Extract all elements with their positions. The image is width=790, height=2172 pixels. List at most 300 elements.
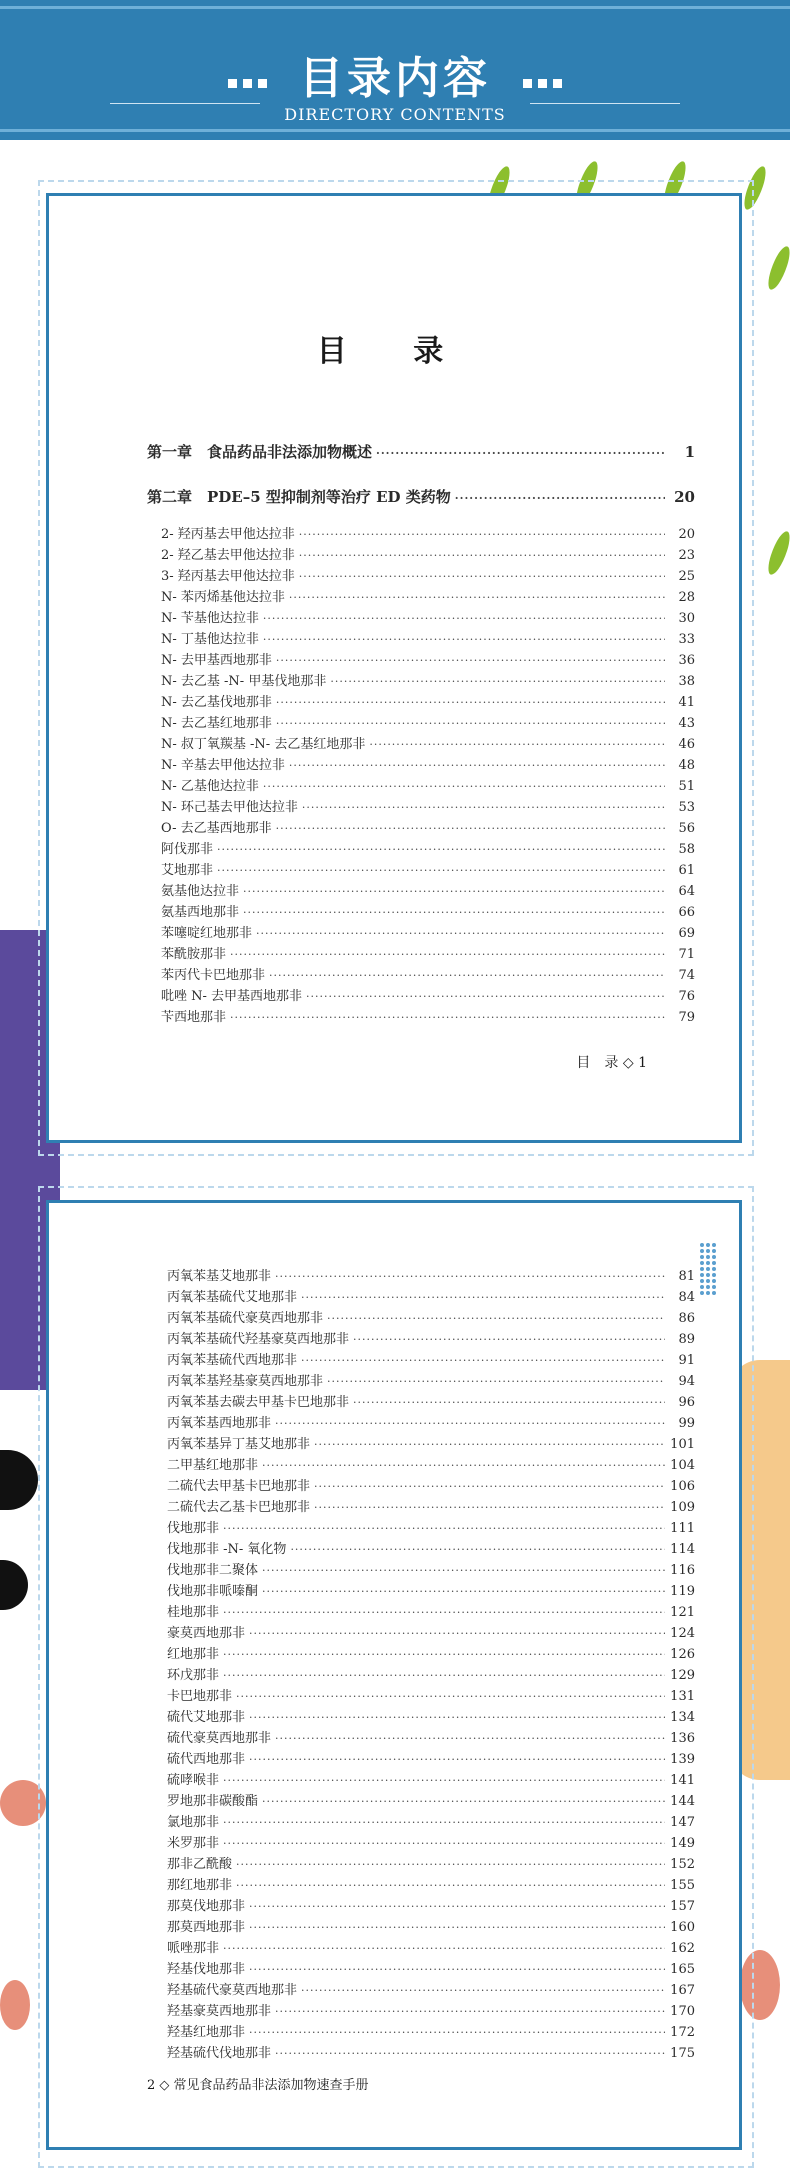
dot-leader — [276, 717, 665, 730]
dot-leader — [301, 1291, 665, 1304]
toc-heading: 目 录 — [316, 334, 472, 369]
dot-leader — [275, 1417, 665, 1430]
dot-leader — [327, 1375, 665, 1388]
banner-title: 目录内容 — [299, 53, 491, 104]
dot-leader — [263, 780, 665, 793]
toc-entry-title: 二硫代去甲基卡巴地那非 — [167, 1479, 311, 1494]
toc-entry-page: 165 — [670, 1962, 695, 1977]
toc-entry — [167, 1790, 695, 1810]
dot-leader — [289, 759, 665, 772]
dot-leader — [262, 1795, 665, 1808]
toc-entry-title: 2- 羟乙基去甲他达拉非 — [161, 548, 295, 563]
toc-entry-title: 丙氧苯基硫代西地那非 — [167, 1353, 298, 1368]
dot-leader — [314, 1501, 665, 1514]
dot-leader — [223, 1648, 665, 1661]
dot-leader — [249, 1711, 665, 1724]
toc-entry — [161, 586, 695, 606]
toc-entry — [167, 1454, 695, 1474]
toc-entry-title: 羟基硫代豪莫西地那非 — [167, 1983, 298, 1998]
dot-leader — [275, 1270, 665, 1283]
toc-entry-title: N- 去甲基西地那非 — [161, 653, 272, 668]
dot-leader — [290, 1543, 665, 1556]
toc-entry — [161, 1006, 695, 1026]
dot-decoration-icon — [706, 1267, 710, 1271]
dot-leader — [299, 549, 665, 562]
header-banner — [0, 0, 790, 140]
toc-entry — [167, 1412, 695, 1432]
dot-leader — [249, 1900, 665, 1913]
dot-leader — [230, 948, 665, 961]
toc-entry-page: 48 — [678, 758, 695, 773]
dot-leader — [302, 801, 665, 814]
toc-entry-title: N- 苯丙烯基他达拉非 — [161, 590, 285, 605]
toc-entry-page: 28 — [678, 590, 695, 605]
banner-rule-right — [530, 103, 680, 104]
toc-entry-title: 丙氧苯基异丁基艾地那非 — [167, 1437, 311, 1452]
dot-leader — [275, 1732, 665, 1745]
toc-entry-title: 米罗那非 — [167, 1836, 220, 1851]
toc-entry-title: 二硫代去乙基卡巴地那非 — [167, 1500, 311, 1515]
toc-entry-title: 伐地那非 — [167, 1521, 220, 1536]
toc-entry — [167, 1307, 695, 1327]
toc-entry-page: 46 — [678, 737, 695, 752]
toc-entry — [167, 1706, 695, 1726]
toc-entry-page: 69 — [678, 926, 695, 941]
toc-entry — [161, 880, 695, 900]
toc-entry-title: 羟基红地那非 — [167, 2025, 246, 2040]
toc-entry — [167, 2042, 695, 2062]
toc-entry-page: 134 — [670, 1710, 695, 1725]
toc-entry — [167, 1727, 695, 1747]
toc-entry — [161, 901, 695, 921]
toc-entry-title: N- 去乙基红地那非 — [161, 716, 272, 731]
toc-entry — [161, 523, 695, 543]
toc-entry — [167, 1370, 695, 1390]
dot-decoration-icon — [712, 1291, 716, 1295]
toc-entry-title: 阿伐那非 — [161, 842, 214, 857]
toc-entry-title: 那莫西地那非 — [167, 1920, 246, 1935]
toc-entry-page: 89 — [678, 1332, 695, 1347]
dots-left-icon — [225, 56, 270, 107]
toc-entry-page: 43 — [678, 716, 695, 731]
toc-entry-title: 那红地那非 — [167, 1878, 233, 1893]
toc-entry-title: 伐地那非二聚体 — [167, 1563, 259, 1578]
dot-leader — [236, 1858, 665, 1871]
toc-entry-title: 丙氧苯基硫代羟基豪莫西地那非 — [167, 1332, 350, 1347]
dot-leader — [353, 1333, 665, 1346]
toc-entry-title: 丙氧苯基西地那非 — [167, 1416, 272, 1431]
toc-entry-page: 121 — [670, 1605, 695, 1620]
dots-right-icon — [520, 56, 565, 107]
dot-decoration-icon — [700, 1285, 704, 1289]
toc-entry-title: 苯丙代卡巴地那非 — [161, 968, 266, 983]
chapter-page: 1 — [684, 443, 695, 461]
toc-entry-page: 33 — [678, 632, 695, 647]
dot-leader — [276, 696, 665, 709]
toc-entry — [161, 796, 695, 816]
toc-entry-page: 152 — [670, 1857, 695, 1872]
toc-entry-title: O- 去乙基西地那非 — [161, 821, 272, 836]
toc-entry — [167, 1916, 695, 1936]
toc-entry — [161, 733, 695, 753]
dot-decoration-icon — [706, 1273, 710, 1277]
toc-entry-page: 109 — [670, 1500, 695, 1515]
dot-decoration-icon — [706, 1249, 710, 1253]
dot-decoration-icon — [706, 1255, 710, 1259]
toc-entry — [161, 964, 695, 984]
dot-leader — [249, 2026, 665, 2039]
toc-entry — [161, 691, 695, 711]
dot-leader — [376, 447, 665, 460]
dot-leader — [217, 843, 665, 856]
toc-entry-page: 155 — [670, 1878, 695, 1893]
dot-leader — [256, 927, 665, 940]
dot-leader — [369, 738, 665, 751]
toc-entry — [167, 1979, 695, 1999]
dot-leader — [223, 1774, 665, 1787]
dot-decoration-icon — [700, 1249, 704, 1253]
dot-leader — [306, 990, 665, 1003]
toc-entry-page: 94 — [678, 1374, 695, 1389]
toc-entry — [161, 838, 695, 858]
toc-entry-title: 伐地那非哌嗪酮 — [167, 1584, 259, 1599]
toc-entry — [161, 943, 695, 963]
dot-decoration-icon — [712, 1273, 716, 1277]
toc-entry-page: 25 — [678, 569, 695, 584]
toc-entry-title: 氨基他达拉非 — [161, 884, 240, 899]
dot-decoration-icon — [706, 1285, 710, 1289]
toc-entry-page: 162 — [670, 1941, 695, 1956]
toc-entry-page: 106 — [670, 1479, 695, 1494]
dot-decoration-icon — [712, 1279, 716, 1283]
toc-entry-title: 卡巴地那非 — [167, 1689, 233, 1704]
toc-entry-page: 131 — [670, 1689, 695, 1704]
toc-entry-page: 61 — [678, 863, 695, 878]
toc-entry-page: 38 — [678, 674, 695, 689]
toc-entry-title: 丙氧苯基艾地那非 — [167, 1269, 272, 1284]
toc-entry-title: 那莫伐地那非 — [167, 1899, 246, 1914]
toc-entry — [167, 1475, 695, 1495]
toc-entry — [161, 628, 695, 648]
toc-entry-page: 144 — [670, 1794, 695, 1809]
dot-decoration-icon — [700, 1273, 704, 1277]
toc-entry-page: 124 — [670, 1626, 695, 1641]
dot-leader — [249, 1753, 665, 1766]
toc-entry-title: 环戊那非 — [167, 1668, 220, 1683]
banner-stripe-bottom — [0, 129, 790, 132]
toc-entry-title: 丙氧苯基硫代豪莫西地那非 — [167, 1311, 324, 1326]
toc-entry-title: 羟基硫代伐地那非 — [167, 2046, 272, 2061]
banner-subtitle: DIRECTORY CONTENTS — [284, 105, 506, 124]
toc-entry-title: 羟基伐地那非 — [167, 1962, 246, 1977]
toc-entry — [167, 1643, 695, 1663]
dot-decoration-icon — [712, 1255, 716, 1259]
toc-entry-page: 157 — [670, 1899, 695, 1914]
toc-entry-title: N- 去乙基伐地那非 — [161, 695, 272, 710]
toc-entry-page: 149 — [670, 1836, 695, 1851]
toc-entry-page: 81 — [678, 1269, 695, 1284]
dot-leader — [276, 654, 665, 667]
toc-page-2 — [46, 1200, 742, 2150]
dot-leader — [314, 1438, 665, 1451]
dot-decoration-icon — [706, 1261, 710, 1265]
dot-leader — [217, 864, 665, 877]
toc-entry-page: 66 — [678, 905, 695, 920]
toc-entry-page: 129 — [670, 1668, 695, 1683]
toc-entry — [167, 2000, 695, 2020]
chapter-entry — [147, 486, 695, 508]
dot-leader — [236, 1879, 665, 1892]
dot-decoration-icon — [706, 1243, 710, 1247]
toc-entry-title: 艾地那非 — [161, 863, 214, 878]
dot-leader — [263, 612, 665, 625]
dot-decoration-icon — [712, 1249, 716, 1253]
toc-entry-title: 硫代豪莫西地那非 — [167, 1731, 272, 1746]
black-paint-decoration — [0, 1560, 28, 1610]
toc-entry-title: 丙氧苯基羟基豪莫西地那非 — [167, 1374, 324, 1389]
toc-entry-page: 170 — [670, 2004, 695, 2019]
dot-leader — [299, 528, 665, 541]
black-paint-decoration — [0, 1450, 38, 1510]
dot-leader — [249, 1921, 665, 1934]
toc-entry-title: 苯酰胺那非 — [161, 947, 227, 962]
toc-entry-title: 哌唑那非 — [167, 1941, 220, 1956]
toc-entry-title: 硫哮喉非 — [167, 1773, 220, 1788]
toc-entry-page: 99 — [678, 1416, 695, 1431]
leaf-decoration-icon — [765, 529, 790, 577]
chapter-title: 第一章 食品药品非法添加物概述 — [147, 443, 373, 461]
toc-entry — [167, 1601, 695, 1621]
dot-leader — [223, 1942, 665, 1955]
toc-entry — [161, 922, 695, 942]
toc-entry-page: 71 — [678, 947, 695, 962]
toc-entry-title: 氨基西地那非 — [161, 905, 240, 920]
dot-leader — [314, 1480, 665, 1493]
toc-entry-page: 114 — [670, 1542, 695, 1557]
toc-entry-title: 羟基豪莫西地那非 — [167, 2004, 272, 2019]
dot-leader — [455, 492, 665, 505]
toc-entry — [161, 754, 695, 774]
banner-title-row — [0, 42, 790, 107]
toc-entry — [167, 1349, 695, 1369]
toc-entry-page: 139 — [670, 1752, 695, 1767]
toc-entry — [167, 1622, 695, 1642]
dot-decoration-icon — [700, 1255, 704, 1259]
toc-entry-title: 丙氧苯基去碳去甲基卡巴地那非 — [167, 1395, 350, 1410]
toc-entry-page: 167 — [670, 1983, 695, 1998]
toc-entry-page: 23 — [678, 548, 695, 563]
toc-entry — [167, 1811, 695, 1831]
toc-entry-title: N- 苄基他达拉非 — [161, 611, 259, 626]
dot-decoration-icon — [712, 1267, 716, 1271]
dot-leader — [353, 1396, 665, 1409]
dot-leader — [276, 822, 665, 835]
toc-entry — [167, 1937, 695, 1957]
toc-entry-title: 丙氧苯基硫代艾地那非 — [167, 1290, 298, 1305]
dot-leader — [289, 591, 665, 604]
dot-decoration-icon — [700, 1243, 704, 1247]
chapter-title: 第二章 PDE–5 型抑制剂等治疗 ED 类药物 — [147, 488, 451, 506]
toc-entry — [161, 544, 695, 564]
toc-entry-title: N- 去乙基 -N- 甲基伐地那非 — [161, 674, 327, 689]
toc-entry — [167, 1958, 695, 1978]
toc-entry-title: N- 乙基他达拉非 — [161, 779, 259, 794]
dot-decoration-icon — [700, 1291, 704, 1295]
toc-entry-page: 141 — [670, 1773, 695, 1788]
toc-entry-title: 吡唑 N- 去甲基西地那非 — [161, 989, 303, 1004]
dot-leader — [263, 633, 665, 646]
toc-entry — [161, 607, 695, 627]
dot-leader — [223, 1606, 665, 1619]
toc-entry-title: N- 环己基去甲他达拉非 — [161, 800, 298, 815]
toc-entry-title: 二甲基红地那非 — [167, 1458, 259, 1473]
toc-entry-title: 硫代艾地那非 — [167, 1710, 246, 1725]
dot-leader — [223, 1522, 665, 1535]
toc-entry-title: N- 辛基去甲他达拉非 — [161, 758, 285, 773]
dot-leader — [223, 1816, 665, 1829]
toc-entry-page: 76 — [678, 989, 695, 1004]
toc-entry-page: 119 — [670, 1584, 695, 1599]
toc-entry — [167, 1559, 695, 1579]
toc-entry — [161, 670, 695, 690]
toc-entry — [167, 1265, 695, 1285]
toc-entry-page: 147 — [670, 1815, 695, 1830]
dot-leader — [275, 2047, 665, 2060]
toc-entry-title: 罗地那非碳酸酯 — [167, 1794, 259, 1809]
dot-leader — [230, 1011, 665, 1024]
toc-entry-page: 53 — [678, 800, 695, 815]
toc-entry — [167, 1538, 695, 1558]
dot-decoration-icon — [712, 1285, 716, 1289]
toc-entry-page: 96 — [678, 1395, 695, 1410]
toc-entry-page: 111 — [670, 1521, 695, 1536]
toc-entry-page: 172 — [670, 2025, 695, 2040]
toc-entry-page: 175 — [670, 2046, 695, 2061]
toc-entry-page: 84 — [678, 1290, 695, 1305]
toc-entry-title: 那非乙酰酸 — [167, 1857, 233, 1872]
page-footer: 2 ◇ 常见食品药品非法添加物速查手册 — [147, 2078, 369, 2093]
salmon-circle-decoration — [0, 1980, 30, 2030]
toc-entry — [161, 817, 695, 837]
toc-entry-page: 58 — [678, 842, 695, 857]
toc-entry — [167, 1517, 695, 1537]
chapter-entry — [147, 441, 695, 463]
toc-entry-page: 136 — [670, 1731, 695, 1746]
toc-entry — [167, 1580, 695, 1600]
toc-entry-page: 30 — [678, 611, 695, 626]
toc-entry-title: 豪莫西地那非 — [167, 1626, 246, 1641]
toc-entry-page: 160 — [670, 1920, 695, 1935]
dot-leader — [301, 1984, 665, 1997]
toc-entry — [161, 712, 695, 732]
toc-entry-page: 64 — [678, 884, 695, 899]
toc-entry-title: 桂地那非 — [167, 1605, 220, 1620]
dot-leader — [223, 1669, 665, 1682]
toc-entry-page: 20 — [678, 527, 695, 542]
toc-entry — [161, 859, 695, 879]
toc-entry-title: 苄西地那非 — [161, 1010, 227, 1025]
dot-leader — [249, 1963, 665, 1976]
dot-leader — [262, 1585, 665, 1598]
toc-entry-title: 伐地那非 -N- 氧化物 — [167, 1542, 287, 1557]
toc-entry — [167, 1286, 695, 1306]
banner-stripe-top — [0, 6, 790, 9]
toc-entry-page: 91 — [678, 1353, 695, 1368]
toc-entry-page: 74 — [678, 968, 695, 983]
toc-entry-title: 氯地那非 — [167, 1815, 220, 1830]
dot-leader — [243, 906, 665, 919]
toc-entry — [167, 1496, 695, 1516]
dot-leader — [299, 570, 665, 583]
dot-leader — [275, 2005, 665, 2018]
toc-entry-title: 苯噻啶红地那非 — [161, 926, 253, 941]
toc-entry — [167, 1391, 695, 1411]
toc-entry — [167, 1874, 695, 1894]
dot-leader — [262, 1564, 665, 1577]
dot-decoration-icon — [712, 1243, 716, 1247]
chapter-page: 20 — [674, 488, 695, 506]
toc-entry-title: 硫代西地那非 — [167, 1752, 246, 1767]
leaf-decoration-icon — [765, 244, 790, 292]
dot-decoration-icon — [700, 1267, 704, 1271]
toc-entry — [167, 1832, 695, 1852]
toc-entry — [161, 775, 695, 795]
toc-entry — [167, 1748, 695, 1768]
toc-entry — [167, 1769, 695, 1789]
toc-entry-page: 116 — [670, 1563, 695, 1578]
toc-entry-page: 56 — [678, 821, 695, 836]
toc-entry — [161, 649, 695, 669]
toc-entry — [167, 1853, 695, 1873]
toc-entry-page: 36 — [678, 653, 695, 668]
dot-decoration-icon — [712, 1261, 716, 1265]
toc-entry-page: 51 — [678, 779, 695, 794]
dot-leader — [262, 1459, 665, 1472]
dot-leader — [249, 1627, 665, 1640]
dot-leader — [301, 1354, 665, 1367]
toc-entry-title: 红地那非 — [167, 1647, 220, 1662]
toc-entry — [167, 1895, 695, 1915]
toc-entry-page: 86 — [678, 1311, 695, 1326]
dot-leader — [236, 1690, 665, 1703]
dot-leader — [330, 675, 665, 688]
dot-decoration-icon — [706, 1279, 710, 1283]
dot-leader — [269, 969, 665, 982]
toc-entry — [167, 1433, 695, 1453]
toc-entry-page: 41 — [678, 695, 695, 710]
toc-entry — [167, 1328, 695, 1348]
toc-entry-title: N- 叔丁氧羰基 -N- 去乙基红地那非 — [161, 737, 366, 752]
page-footer: 目 录 ◇ 1 — [576, 1055, 647, 1071]
toc-entry — [167, 2021, 695, 2041]
toc-entry — [167, 1664, 695, 1684]
toc-entry-title: 3- 羟丙基去甲他达拉非 — [161, 569, 295, 584]
toc-entry-page: 101 — [670, 1437, 695, 1452]
toc-entry-page: 79 — [678, 1010, 695, 1025]
toc-page-1 — [46, 193, 742, 1143]
dot-leader — [223, 1837, 665, 1850]
toc-entry-title: 2- 羟丙基去甲他达拉非 — [161, 527, 295, 542]
toc-entry-page: 126 — [670, 1647, 695, 1662]
toc-entry — [161, 565, 695, 585]
toc-entry-page: 104 — [670, 1458, 695, 1473]
toc-entry — [167, 1685, 695, 1705]
dot-decoration-icon — [700, 1261, 704, 1265]
banner-rule-left — [110, 103, 260, 104]
toc-entry-title: N- 丁基他达拉非 — [161, 632, 259, 647]
dot-leader — [327, 1312, 665, 1325]
dot-decoration-icon — [706, 1291, 710, 1295]
